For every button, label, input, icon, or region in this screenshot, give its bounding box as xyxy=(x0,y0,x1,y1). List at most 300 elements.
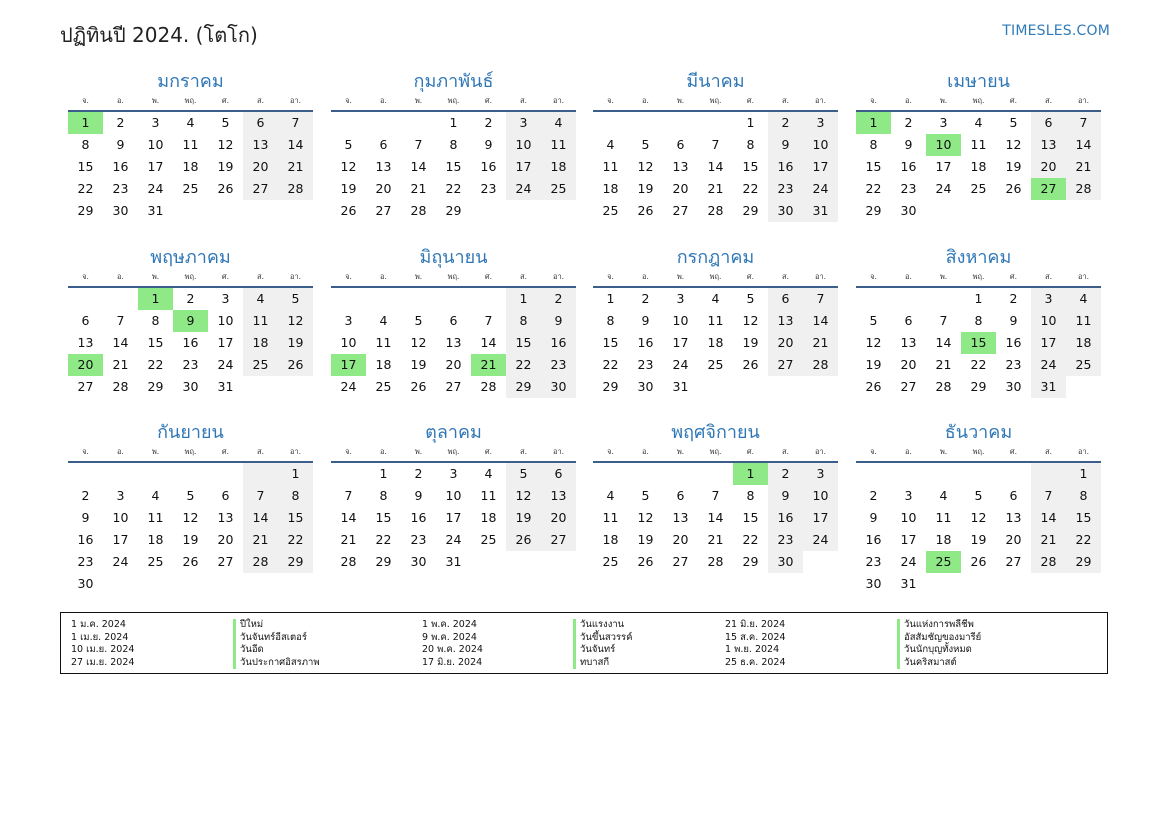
weekday-header xyxy=(68,94,313,112)
legend-dates-col-1 xyxy=(71,619,134,669)
day-cell: 8 xyxy=(746,137,755,152)
day-cell: 9 xyxy=(414,488,423,503)
day-cell: 13 xyxy=(1031,134,1066,156)
day-cell: 29 xyxy=(278,551,313,573)
day-cell: 2 xyxy=(81,488,90,503)
day-cell: 24 xyxy=(147,181,164,196)
week-row xyxy=(68,156,313,178)
day-cell: 19 xyxy=(1005,159,1022,174)
day-cell: 2 xyxy=(186,291,195,306)
weekday-label: ส. xyxy=(520,272,527,281)
day-cell: 17 xyxy=(506,156,541,178)
day-cell: 25 xyxy=(243,354,278,376)
weekday-label: พ. xyxy=(414,447,423,456)
day-cell: 7 xyxy=(803,288,838,310)
day-cell: 8 xyxy=(869,137,878,152)
day-cell: 25 xyxy=(375,379,392,394)
day-cell: 12 xyxy=(506,485,541,507)
weekday-label: อา. xyxy=(552,272,565,281)
weekday-label: จ. xyxy=(82,96,89,105)
week-row xyxy=(856,485,1101,507)
day-cell: 9 xyxy=(869,510,878,525)
week-row xyxy=(856,156,1101,178)
week-row xyxy=(593,332,838,354)
day-cell: 2 xyxy=(641,291,650,306)
day-cell: 14 xyxy=(803,310,838,332)
weekday-label: ศ. xyxy=(484,272,493,281)
empty-day-cell xyxy=(506,200,541,222)
empty-day-cell xyxy=(401,112,436,134)
empty-day-cell xyxy=(926,200,961,222)
day-cell: 17 xyxy=(803,507,838,529)
day-cell: 23 xyxy=(541,354,576,376)
day-cell: 28 xyxy=(340,554,357,569)
day-cell: 13 xyxy=(243,134,278,156)
legend-date: 9 พ.ค. 2024 xyxy=(422,631,477,643)
day-cell: 22 xyxy=(375,532,392,547)
day-cell: 8 xyxy=(1066,485,1101,507)
day-cell: 6 xyxy=(243,112,278,134)
week-row xyxy=(68,200,313,222)
weekday-label: อา. xyxy=(552,447,565,456)
brand-link[interactable]: TIMESLES.COM xyxy=(1002,23,1110,39)
day-cell: 18 xyxy=(707,335,724,350)
legend-holiday-name: วันแห่งการพลีชีพ xyxy=(897,619,981,632)
day-cell: 20 xyxy=(375,181,392,196)
day-cell: 4 xyxy=(974,115,983,130)
holiday-day-cell: 1 xyxy=(856,112,891,134)
day-cell: 1 xyxy=(746,115,755,130)
day-cell: 25 xyxy=(970,181,987,196)
week-row xyxy=(68,354,313,376)
weekday-label: พฤ. xyxy=(972,96,985,105)
day-cell: 7 xyxy=(1066,112,1101,134)
day-cell: 11 xyxy=(970,137,987,152)
day-cell: 6 xyxy=(1031,112,1066,134)
weekday-header xyxy=(68,270,313,288)
day-cell: 5 xyxy=(344,137,353,152)
empty-day-cell xyxy=(506,551,541,573)
month-name: กรกฎาคม xyxy=(676,247,755,268)
day-cell: 27 xyxy=(77,379,94,394)
day-cell: 4 xyxy=(606,488,615,503)
month-name: มิถุนายน xyxy=(419,247,488,268)
day-cell: 20 xyxy=(1005,532,1022,547)
week-row xyxy=(68,178,313,200)
day-cell: 31 xyxy=(1031,376,1066,398)
empty-day-cell xyxy=(698,463,733,485)
weekday-header xyxy=(856,270,1101,288)
day-cell: 18 xyxy=(602,532,619,547)
empty-day-cell xyxy=(243,200,278,222)
day-cell: 16 xyxy=(541,332,576,354)
month-name: ธันวาคม xyxy=(944,422,1013,443)
weekday-label: ส. xyxy=(520,447,527,456)
day-cell: 14 xyxy=(410,159,427,174)
day-cell: 4 xyxy=(151,488,160,503)
day-cell: 11 xyxy=(243,310,278,332)
day-cell: 22 xyxy=(742,181,759,196)
empty-day-cell xyxy=(856,288,891,310)
weekday-label: พ. xyxy=(151,447,160,456)
day-cell: 3 xyxy=(221,291,230,306)
day-cell: 3 xyxy=(344,313,353,328)
holiday-day-cell: 1 xyxy=(68,112,103,134)
weekday-label: พ. xyxy=(151,272,160,281)
weekday-label: จ. xyxy=(607,96,614,105)
week-row xyxy=(593,463,838,485)
day-cell: 5 xyxy=(641,137,650,152)
day-cell: 2 xyxy=(869,488,878,503)
day-cell: 21 xyxy=(707,532,724,547)
week-row xyxy=(856,354,1101,376)
day-cell: 20 xyxy=(217,532,234,547)
legend-date: 17 มิ.ย. 2024 xyxy=(422,656,483,668)
day-cell: 10 xyxy=(900,510,917,525)
empty-day-cell xyxy=(278,573,313,595)
day-cell: 19 xyxy=(637,181,654,196)
empty-day-cell xyxy=(1031,463,1066,485)
day-cell: 11 xyxy=(602,510,619,525)
holiday-day-cell: 15 xyxy=(961,332,996,354)
week-row xyxy=(593,529,838,551)
legend-date: 1 ม.ค. 2024 xyxy=(71,619,126,630)
day-cell: 16 xyxy=(77,532,94,547)
weekday-label: พ. xyxy=(939,447,948,456)
week-row xyxy=(593,112,838,134)
weekday-label: จ. xyxy=(345,96,352,105)
week-row xyxy=(856,200,1101,222)
day-cell: 11 xyxy=(541,134,576,156)
day-cell: 26 xyxy=(410,379,427,394)
day-cell: 20 xyxy=(1031,156,1066,178)
empty-day-cell xyxy=(138,573,173,595)
month-name: พฤศจิกายน xyxy=(671,422,760,443)
day-cell: 4 xyxy=(379,313,388,328)
day-cell: 28 xyxy=(935,379,952,394)
day-cell: 14 xyxy=(340,510,357,525)
legend-dates-col-3 xyxy=(725,619,786,669)
day-cell: 28 xyxy=(243,551,278,573)
empty-day-cell xyxy=(278,200,313,222)
day-cell: 13 xyxy=(217,510,234,525)
weekday-label: ศ. xyxy=(1009,272,1018,281)
day-cell: 27 xyxy=(672,554,689,569)
day-cell: 23 xyxy=(480,181,497,196)
day-cell: 18 xyxy=(375,357,392,372)
day-cell: 2 xyxy=(1009,291,1018,306)
day-cell: 19 xyxy=(278,332,313,354)
legend-holiday-name: ปีใหม่ xyxy=(233,619,320,632)
day-cell: 20 xyxy=(541,507,576,529)
empty-day-cell xyxy=(996,200,1031,222)
day-cell: 24 xyxy=(506,178,541,200)
day-cell: 24 xyxy=(672,357,689,372)
day-cell: 2 xyxy=(484,115,493,130)
day-cell: 13 xyxy=(900,335,917,350)
empty-day-cell xyxy=(471,288,506,310)
day-cell: 14 xyxy=(112,335,129,350)
week-row xyxy=(68,134,313,156)
day-cell: 19 xyxy=(217,159,234,174)
weekday-label: อา. xyxy=(552,96,565,105)
weekday-label: อา. xyxy=(1077,96,1090,105)
weekday-label: อ. xyxy=(642,272,649,281)
day-cell: 14 xyxy=(278,134,313,156)
day-cell: 13 xyxy=(541,485,576,507)
week-row xyxy=(68,112,313,134)
month-6 xyxy=(331,246,576,398)
day-cell: 31 xyxy=(672,379,689,394)
day-cell: 31 xyxy=(803,200,838,222)
empty-day-cell xyxy=(243,573,278,595)
day-cell: 30 xyxy=(768,551,803,573)
day-cell: 18 xyxy=(970,159,987,174)
day-cell: 3 xyxy=(506,112,541,134)
day-cell: 27 xyxy=(541,529,576,551)
week-row xyxy=(331,529,576,551)
day-cell: 7 xyxy=(278,112,313,134)
empty-day-cell xyxy=(663,463,698,485)
week-row xyxy=(331,112,576,134)
empty-day-cell xyxy=(471,551,506,573)
empty-day-cell xyxy=(926,288,961,310)
day-cell: 4 xyxy=(484,466,493,481)
day-cell: 27 xyxy=(217,554,234,569)
day-cell: 10 xyxy=(672,313,689,328)
empty-day-cell xyxy=(173,573,208,595)
day-cell: 12 xyxy=(217,137,234,152)
day-cell: 1 xyxy=(974,291,983,306)
day-cell: 29 xyxy=(147,379,164,394)
day-cell: 14 xyxy=(707,159,724,174)
day-cell: 29 xyxy=(742,554,759,569)
day-cell: 16 xyxy=(112,159,129,174)
day-cell: 12 xyxy=(742,313,759,328)
week-row xyxy=(68,463,313,485)
week-row xyxy=(856,507,1101,529)
empty-day-cell xyxy=(1031,200,1066,222)
day-cell: 27 xyxy=(900,379,917,394)
day-cell: 2 xyxy=(116,115,125,130)
day-cell: 28 xyxy=(803,354,838,376)
day-cell: 7 xyxy=(711,137,720,152)
day-cell: 15 xyxy=(375,510,392,525)
weekday-label: พฤ. xyxy=(709,96,722,105)
day-cell: 6 xyxy=(676,488,685,503)
day-cell: 5 xyxy=(186,488,195,503)
weekday-label: พฤ. xyxy=(184,96,197,105)
day-cell: 11 xyxy=(147,510,164,525)
day-cell: 21 xyxy=(1031,529,1066,551)
week-row xyxy=(331,354,576,376)
day-cell: 25 xyxy=(147,554,164,569)
day-cell: 13 xyxy=(77,335,94,350)
day-cell: 21 xyxy=(278,156,313,178)
day-cell: 30 xyxy=(1005,379,1022,394)
month-12 xyxy=(856,421,1101,595)
week-row xyxy=(593,156,838,178)
day-cell: 4 xyxy=(711,291,720,306)
day-cell: 1 xyxy=(278,463,313,485)
holiday-day-cell: 1 xyxy=(733,463,768,485)
week-row xyxy=(331,178,576,200)
day-cell: 22 xyxy=(506,354,541,376)
legend-holiday-name: วันจันทร์อีสเตอร์ xyxy=(233,632,320,645)
empty-day-cell xyxy=(173,463,208,485)
weekday-label: พ. xyxy=(676,447,685,456)
empty-day-cell xyxy=(628,112,663,134)
day-cell: 5 xyxy=(641,488,650,503)
day-cell: 8 xyxy=(379,488,388,503)
day-cell: 24 xyxy=(445,532,462,547)
day-cell: 2 xyxy=(768,463,803,485)
day-cell: 27 xyxy=(243,178,278,200)
day-cell: 29 xyxy=(865,203,882,218)
week-row xyxy=(68,376,313,398)
month-4 xyxy=(856,70,1101,222)
week-row xyxy=(68,288,313,310)
weekday-header xyxy=(331,94,576,112)
day-cell: 16 xyxy=(637,335,654,350)
week-row xyxy=(331,376,576,398)
month-1 xyxy=(68,70,313,222)
week-row xyxy=(593,354,838,376)
day-cell: 7 xyxy=(711,488,720,503)
month-name: มกราคม xyxy=(157,71,224,92)
day-cell: 17 xyxy=(445,510,462,525)
day-cell: 7 xyxy=(1031,485,1066,507)
day-cell: 25 xyxy=(602,203,619,218)
week-row xyxy=(331,134,576,156)
day-cell: 3 xyxy=(116,488,125,503)
day-cell: 5 xyxy=(746,291,755,306)
month-10 xyxy=(331,421,576,573)
week-row xyxy=(68,485,313,507)
day-cell: 9 xyxy=(768,485,803,507)
weekday-label: อา. xyxy=(1077,272,1090,281)
day-cell: 21 xyxy=(112,357,129,372)
holiday-day-cell: 9 xyxy=(173,310,208,332)
weekday-label: จ. xyxy=(345,447,352,456)
weekday-header xyxy=(331,445,576,463)
day-cell: 21 xyxy=(803,332,838,354)
day-cell: 6 xyxy=(541,463,576,485)
day-cell: 11 xyxy=(935,510,952,525)
day-cell: 12 xyxy=(970,510,987,525)
day-cell: 14 xyxy=(935,335,952,350)
day-cell: 11 xyxy=(375,335,392,350)
day-cell: 16 xyxy=(410,510,427,525)
day-cell: 22 xyxy=(602,357,619,372)
day-cell: 12 xyxy=(340,159,357,174)
day-cell: 18 xyxy=(147,532,164,547)
day-cell: 30 xyxy=(182,379,199,394)
day-cell: 27 xyxy=(445,379,462,394)
day-cell: 12 xyxy=(410,335,427,350)
day-cell: 30 xyxy=(768,200,803,222)
day-cell: 16 xyxy=(768,507,803,529)
day-cell: 21 xyxy=(340,532,357,547)
week-row xyxy=(593,310,838,332)
day-cell: 19 xyxy=(970,532,987,547)
day-cell: 18 xyxy=(602,181,619,196)
day-cell: 3 xyxy=(803,112,838,134)
legend-holiday-name: วันแรงงาน xyxy=(573,619,633,632)
day-cell: 26 xyxy=(340,203,357,218)
week-row xyxy=(331,551,576,573)
weekday-label: อา. xyxy=(1077,447,1090,456)
day-cell: 10 xyxy=(506,134,541,156)
day-cell: 8 xyxy=(278,485,313,507)
day-cell: 30 xyxy=(77,576,94,591)
day-cell: 26 xyxy=(742,357,759,372)
week-row xyxy=(856,178,1101,200)
day-cell: 14 xyxy=(480,335,497,350)
day-cell: 24 xyxy=(217,357,234,372)
weekday-label: พฤ. xyxy=(709,447,722,456)
legend-holiday-name: วันประกาศอิสรภาพ xyxy=(233,657,320,670)
legend-holiday-name: อัสสัมชัญของมารีย์ xyxy=(897,632,981,645)
day-cell: 4 xyxy=(939,488,948,503)
weekday-label: อา. xyxy=(289,96,302,105)
day-cell: 28 xyxy=(1066,178,1101,200)
day-cell: 1 xyxy=(606,291,615,306)
day-cell: 30 xyxy=(637,379,654,394)
weekday-label: ศ. xyxy=(746,447,755,456)
legend-date: 1 พ.ค. 2024 xyxy=(422,619,477,630)
day-cell: 1 xyxy=(379,466,388,481)
empty-day-cell xyxy=(436,288,471,310)
day-cell: 25 xyxy=(707,357,724,372)
day-cell: 27 xyxy=(768,354,803,376)
day-cell: 11 xyxy=(602,159,619,174)
legend-names-col-3 xyxy=(897,619,981,669)
day-cell: 29 xyxy=(77,203,94,218)
weekday-label: อ. xyxy=(380,272,387,281)
legend-date: 10 เม.ย. 2024 xyxy=(71,644,135,655)
day-cell: 12 xyxy=(637,159,654,174)
weekday-label: ศ. xyxy=(221,96,230,105)
day-cell: 30 xyxy=(112,203,129,218)
day-cell: 11 xyxy=(182,137,199,152)
day-cell: 14 xyxy=(707,510,724,525)
day-cell: 18 xyxy=(935,532,952,547)
day-cell: 17 xyxy=(112,532,129,547)
weekday-label: พฤ. xyxy=(709,272,722,281)
day-cell: 22 xyxy=(970,357,987,372)
day-cell: 9 xyxy=(116,137,125,152)
day-cell: 25 xyxy=(480,532,497,547)
day-cell: 4 xyxy=(186,115,195,130)
day-cell: 16 xyxy=(900,159,917,174)
empty-day-cell xyxy=(138,463,173,485)
day-cell: 11 xyxy=(1066,310,1101,332)
day-cell: 19 xyxy=(865,357,882,372)
day-cell: 22 xyxy=(865,181,882,196)
week-row xyxy=(68,529,313,551)
day-cell: 26 xyxy=(182,554,199,569)
weekday-label: อา. xyxy=(289,272,302,281)
day-cell: 1 xyxy=(449,115,458,130)
weekday-label: พ. xyxy=(939,96,948,105)
empty-day-cell xyxy=(768,376,803,398)
weekday-label: พฤ. xyxy=(447,447,460,456)
day-cell: 19 xyxy=(182,532,199,547)
empty-day-cell xyxy=(663,112,698,134)
day-cell: 31 xyxy=(900,576,917,591)
day-cell: 25 xyxy=(541,178,576,200)
